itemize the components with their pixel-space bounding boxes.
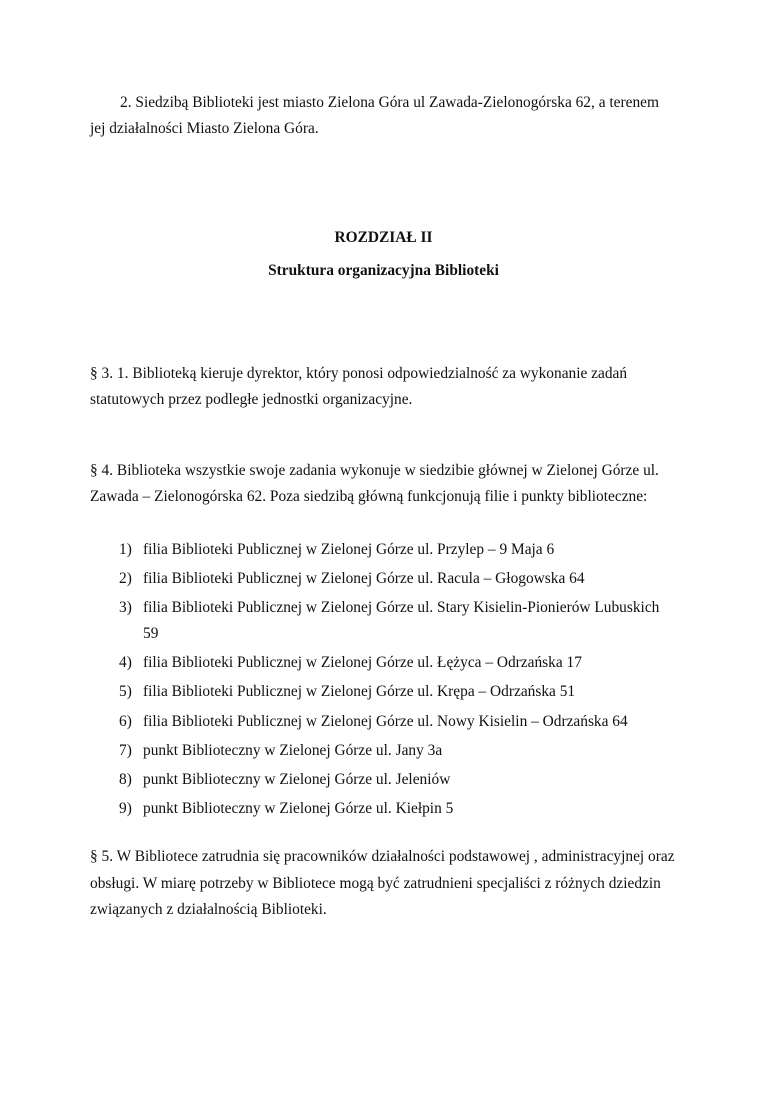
list-item-text: punkt Biblioteczny w Zielonej Górze ul. Kiełpin 5 (143, 800, 454, 818)
list-item-number: 6) (119, 712, 132, 730)
list-item (90, 650, 677, 676)
list-item-number: 2) (119, 569, 132, 587)
list-item-text: filia Biblioteki Publicznej w Zielonej Górze ul. Krępa – Odrzańska 51 (143, 683, 576, 701)
list-item (90, 796, 677, 822)
list-item (90, 709, 677, 735)
list-item-number: 9) (119, 800, 132, 818)
list-item (90, 767, 677, 793)
paragraph-5: § 5. W Bibliotece zatrudnia się pracowników działalności podstawowej , administracyjnej oraz obsługi. W miarę potrzeby w Bibliotece mogą być zatrudnieni specjaliści z różnych dziedzin związanych z działalnością Biblioteki. (90, 848, 675, 918)
list-item (90, 537, 677, 563)
list-item-number: 7) (119, 741, 132, 759)
list-item (90, 679, 677, 705)
paragraph-4: § 4. Biblioteka wszystkie swoje zadania wykonuje w siedzibie głównej w Zielonej Górze ul. Zawada – Zielonogórska 62. Poza siedzibą główną funkcjonują filie i punkty biblioteczne: (90, 462, 659, 506)
chapter-title: Struktura organizacyjna Biblioteki (268, 261, 499, 279)
list-item-number: 4) (119, 654, 132, 672)
branch-list (90, 537, 677, 823)
paragraph-seat-of-library: 2. Siedzibą Biblioteki jest miasto Zielona Góra ul Zawada-Zielonogórska 62, a terenem jej działalności Miasto Zielona Góra. (90, 94, 659, 138)
list-item (90, 738, 677, 764)
list-item-text: punkt Biblioteczny w Zielonej Górze ul. Jeleniów (143, 771, 451, 788)
list-item-number: 3) (119, 598, 132, 616)
chapter-number: ROZDZIAŁ II (334, 229, 433, 247)
list-item-text: filia Biblioteki Publicznej w Zielonej Górze ul. Stary Kisielin-Pionierów Lubuskich 59 (143, 598, 660, 643)
list-item-number: 1) (119, 540, 132, 558)
list-item-text: filia Biblioteki Publicznej w Zielonej Górze ul. Nowy Kisielin – Odrzańska 64 (143, 712, 628, 730)
list-item-number: 5) (119, 683, 132, 701)
list-item-text: filia Biblioteki Publicznej w Zielonej Górze ul. Racula – Głogowska 64 (143, 569, 585, 587)
paragraph-3: § 3. 1. Biblioteką kieruje dyrektor, który ponosi odpowiedzialność za wykonanie zadań statutowych przez podległe jednostki organizacyjne. (90, 364, 628, 408)
list-item (90, 566, 677, 592)
list-item-text: filia Biblioteki Publicznej w Zielonej Górze ul. Łężyca – Odrzańska 17 (143, 654, 582, 672)
list-item (90, 595, 677, 647)
list-item-number: 8) (119, 771, 132, 788)
list-item-text: filia Biblioteki Publicznej w Zielonej Górze ul. Przylep – 9 Maja 6 (143, 540, 555, 558)
list-item-text: punkt Biblioteczny w Zielonej Górze ul. Jany 3a (143, 741, 443, 759)
